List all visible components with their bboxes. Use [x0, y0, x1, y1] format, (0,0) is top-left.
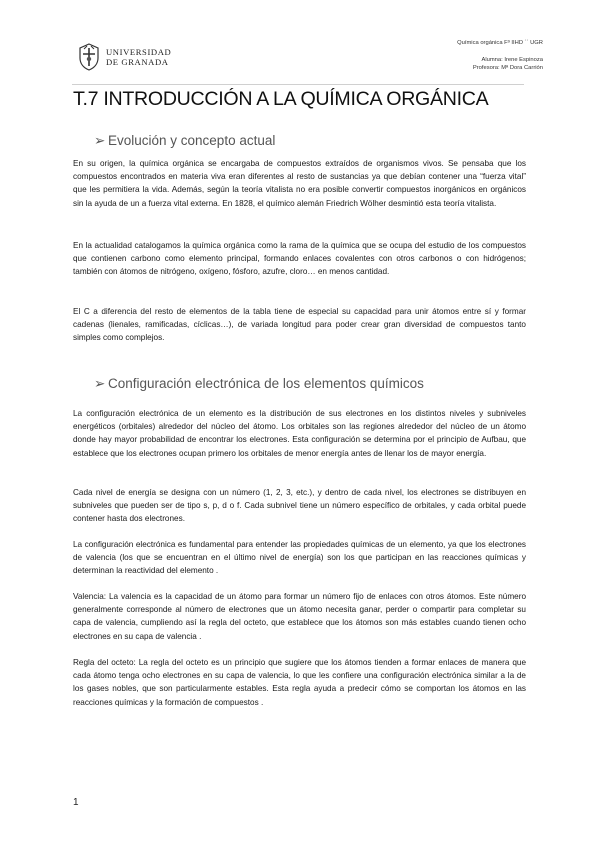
- paragraph: Valencia: La valencia es la capacidad de un átomo para formar un número fijo de enlaces con otros átomos. Este número generalmente corresponde al número de electrones que un átomo necesita ganar, perder o compartir para completar su capa de valencia, cumpliendo así la regla del octeto, que establece que los átomos son más estables cuando tienen ocho electrones en su capa de valencia .: [73, 592, 526, 641]
- header-divider: [72, 84, 524, 85]
- paragraph: En la actualidad catalogamos la química orgánica como la rama de la química que se ocupa del estudio de los compuestos que contienen carbono como elemento principal, formando enlaces covalentes con otros carbonos o con hidrógenos; también con átomos de nitrógeno, oxígeno, fósforo, azufre, cloro… en menos cantidad.: [73, 241, 526, 277]
- course-label: Química orgánica Fº IIHD ´´ UGR: [457, 40, 543, 46]
- paragraph: La configuración electrónica es fundamental para entender las propiedades químicas de un elemento, ya que los electrones de valencia (los que se encuentran en el último nivel de energía) son los que participan en las reacciones químicas y determinan la reactividad del elemento .: [73, 540, 526, 576]
- student-label: Alumna: Irene Espinoza: [481, 57, 543, 63]
- section-heading-text: Configuración electrónica de los elementos químicos: [108, 376, 424, 391]
- paragraph: En su origen, la química orgánica se encargaba de compuestos extraídos de organismos vivos. Se pensaba que los compuestos encontrados en materia viva eran diferentes al resto de sustancias ya que debían contener una “fuerza vital” que les permitiera la vida. Además, según la teoría vitalista no era posible convertir compuestos inorgánicos en orgánicos sin la ayuda de un a fuerza vital externa. En 1828, el químico alemán Friedrich Wölher desmintió esta teoría vitalista.: [73, 159, 526, 208]
- paragraph: El C a diferencia del resto de elementos de la tabla tiene de especial su capacidad para unir átomos entre sí y formar cadenas (lienales, ramificadas, cíclicas…), de variada longitud para poder crear gran diversidad de compuestos tanto simples como complejos.: [73, 307, 526, 343]
- section-heading-evolucion: [94, 133, 275, 149]
- arrow-bullet-icon: ➢: [94, 133, 106, 148]
- university-crest-icon: [78, 43, 100, 71]
- paragraph: Cada nivel de energía se designa con un número (1, 2, 3, etc.), y dentro de cada nivel, los electrones se distribuyen en subniveles que pueden ser de tipo s, p, d o f. Cada subnivel tiene un número específico de orbitales, y cada orbital puede contener hasta dos electrones.: [73, 488, 526, 524]
- page-number: 1: [73, 797, 79, 808]
- section-heading-text: Evolución y concepto actual: [108, 133, 276, 148]
- paragraph: La configuración electrónica de un elemento es la distribución de sus electrones en los distintos niveles y subniveles energéticos (orbitales) alrededor del núcleo del átomo. Los orbitales son las regiones alrededor del núcleo de un átomo donde hay mayor probabilidad de encontrar los electrones. Esta configuración se determina por el principio de Aufbau, que establece que los electrones ocupan primero los orbitales de menor energía antes de llenar los de mayor energía.: [73, 409, 526, 458]
- teacher-label: Profesora: Mª Dora Carrión: [472, 65, 543, 71]
- document-title: T.7 INTRODUCCIÓN A LA QUÍMICA ORGÁNICA: [73, 88, 489, 110]
- university-logo: [78, 43, 171, 71]
- university-name-line-2: DE GRANADA: [106, 57, 169, 67]
- paragraph: Regla del octeto: La regla del octeto es un principio que sugiere que los átomos tienden a formar enlaces de manera que cada átomo tenga ocho electrones en su capa de valencia, lo que les confiere una configuración electrónica similar a la de los gases nobles, que son particularmente estables. Esta regla ayuda a predecir cómo se comportan los átomos en las reacciones químicas y la formación de compuestos .: [73, 658, 526, 707]
- section-heading-configuracion: [94, 376, 424, 392]
- university-name-line-1: UNIVERSIDAD: [106, 47, 172, 57]
- arrow-bullet-icon: ➢: [94, 376, 106, 391]
